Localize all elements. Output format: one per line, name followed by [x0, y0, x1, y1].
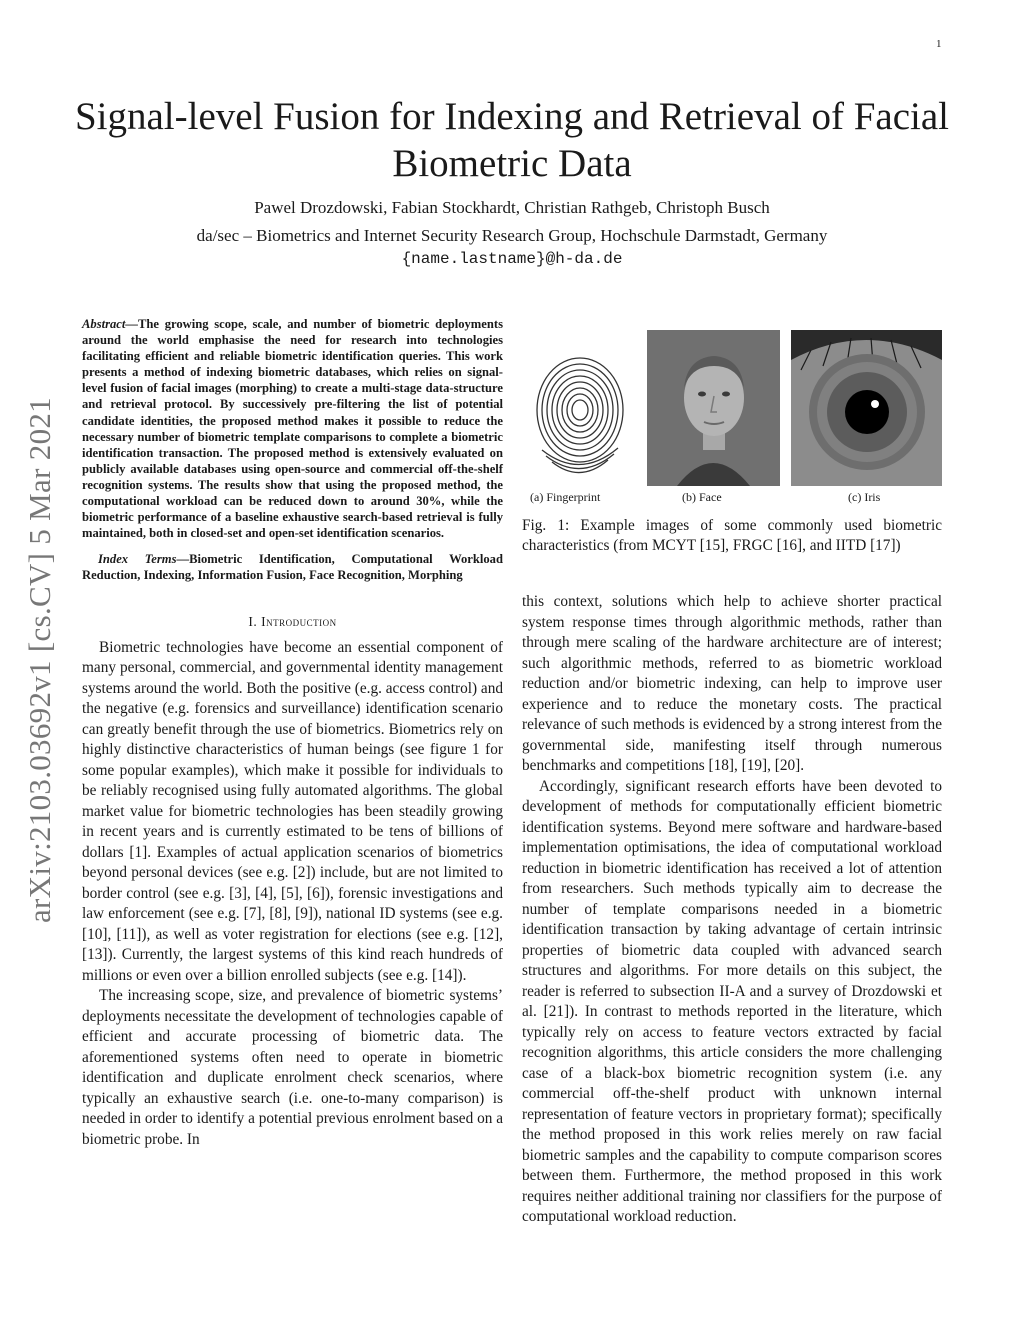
arxiv-stamp: arXiv:2103.03692v1 [cs.CV] 5 Mar 2021 [22, 397, 57, 923]
section-heading: I. Introduction [248, 613, 337, 629]
affiliation: da/sec – Biometrics and Internet Security Research Group, Hochschule Darmstadt, Germany [196, 226, 828, 245]
left-column [82, 316, 503, 1150]
index-terms-text: —Biometric Identification, Computational Workload Reduction, Indexing, Information Fusion, Face Recognition, Morphing [82, 552, 503, 583]
subcaption-face: (b) Face [682, 490, 722, 504]
paragraph: Biometric technologies have become an essential component of many personal, commercial, and governmental identity management systems around the world. Both the positive (e.g. access control) and the negative (e.g. forensics and surveillance) identification scenario can greatly benefit through the use of biometrics. Biometrics rely on highly distinctive characteristics of human beings (see figure 1 for some popular examples), which make it possible for individuals to be reliably recognised using fully automated algorithms. The global market value for biometric technologies has been steadily growing in recent years and is currently estimated to be tens of billions of dollars [1]. Examples of actual application scenarios of biometrics beyond personal devices (see e.g. [2]) include, but are not limited to border control (see e.g. [3], [4], [5], [6]), forensic investigations and law enforcement (see e.g. [7], [8], [9]), national ID systems (see e.g. [10], [11]), as well as voter registration for elections (see e.g. [12], [13]). Currently, the largest systems of this kind reach hundreds of millions or even over a billion enrolled subjects (see e.g. [14]). [82, 638, 503, 984]
page-number: 1 [936, 38, 942, 50]
abstract-label: Abstract— [82, 317, 138, 331]
figure-caption: Fig. 1: Example images of some commonly used biometric characteristics (from MCYT [15], FRGC [16], and IITD [17]) [522, 517, 942, 554]
abstract-text: The growing scope, scale, and number of biometric deployments around the world emphasise the need for research into technologies facilitating efficient and reliable biometric identification queries. This work presents a method of indexing biometric databases, which relies on signal-level fusion of facial images (morphing) to create a multi-stage data-structure and retrieval protocol. By successively pre-filtering the list of potential candidate identities, the proposed method makes it possible to reduce the necessary number of biometric template comparisons to complete a biometric identification transaction. The proposed method is extensively evaluated on publicly available databases using open-source and commercial off-the-shelf recognition systems. The results show that using the proposed method, the computational workload can be reduced down to around 30%, while the biometric performance of a baseline exhaustive search-based retrieval is fully maintained, both in closed-set and open-set identification scenarios. [82, 317, 503, 541]
fingerprint-image [522, 330, 648, 486]
paragraph: this context, solutions which help to achieve shorter practical system response times through algorithmic methods, rather than through mere scaling of the hardware architecture are of interest; such algorithmic methods, referred to as biometric workload reduction and/or biometric indexing, can help to improve user experience and to reduce the monetary costs. The practical relevance of such methods is evidenced by a strong interest from the governmental side, manifesting itself through numerous benchmarks and competitions [18], [19], [20]. [522, 593, 942, 774]
paper-title: Signal-level Fusion for Indexing and Retrieval of Facial Biometric Data [74, 95, 950, 185]
index-terms [82, 551, 503, 583]
subcaption-fingerprint: (a) Fingerprint [530, 490, 601, 504]
abstract [82, 316, 503, 541]
email: {name.lastname}@h-da.de [401, 250, 623, 268]
right-column [522, 592, 942, 1228]
paragraph: The increasing scope, size, and prevalence of biometric systems’ deployments necessitate the development of technologies capable of efficient and accurate processing of biometric data. The aforementioned systems often need to operate in biometric identification and duplicate enrolment check scenarios, where typically an exhaustive search (i.e. one-to-many comparison) is needed in order to identify a potential previous enrolment based on a biometric probe. In [82, 987, 503, 1148]
subcaption-iris: (c) Iris [848, 490, 881, 504]
authors: Pawel Drozdowski, Fabian Stockhardt, Christian Rathgeb, Christoph Busch [254, 198, 770, 217]
index-terms-label: Index Terms [98, 552, 177, 567]
face-image [647, 330, 780, 486]
paragraph: Accordingly, significant research efforts have been devoted to development of methods for computationally efficient biometric identification systems. Beyond mere software and hardware-based implementation optimisations, the idea of computational workload reduction in biometric identification has received a lot of attention from researchers. Such methods typically aim to decrease the number of template comparisons needed in a biometric identification transaction by taking advantage of certain intrinsic properties of biometric data coupled with advanced search structures and algorithms. For more details on this subject, the reader is referred to subsection II-A and a survey of Drozdowski et al. [21]). In contrast to methods reported in the literature, which typically rely on access to feature vectors extracted by facial recognition algorithms, this article considers the more challenging case of a black-box biometric recognition system (i.e. any commercial off-the-shelf product with unknown internal representation of feature vectors in proprietary format); specifically the method proposed in this work relies merely on raw facial biometric samples and the capability to compute comparison scores between them. Furthermore, the method proposed in this work requires neither additional training nor classifiers for the purpose of computational workload reduction. [522, 777, 942, 1225]
iris-image [791, 330, 942, 486]
